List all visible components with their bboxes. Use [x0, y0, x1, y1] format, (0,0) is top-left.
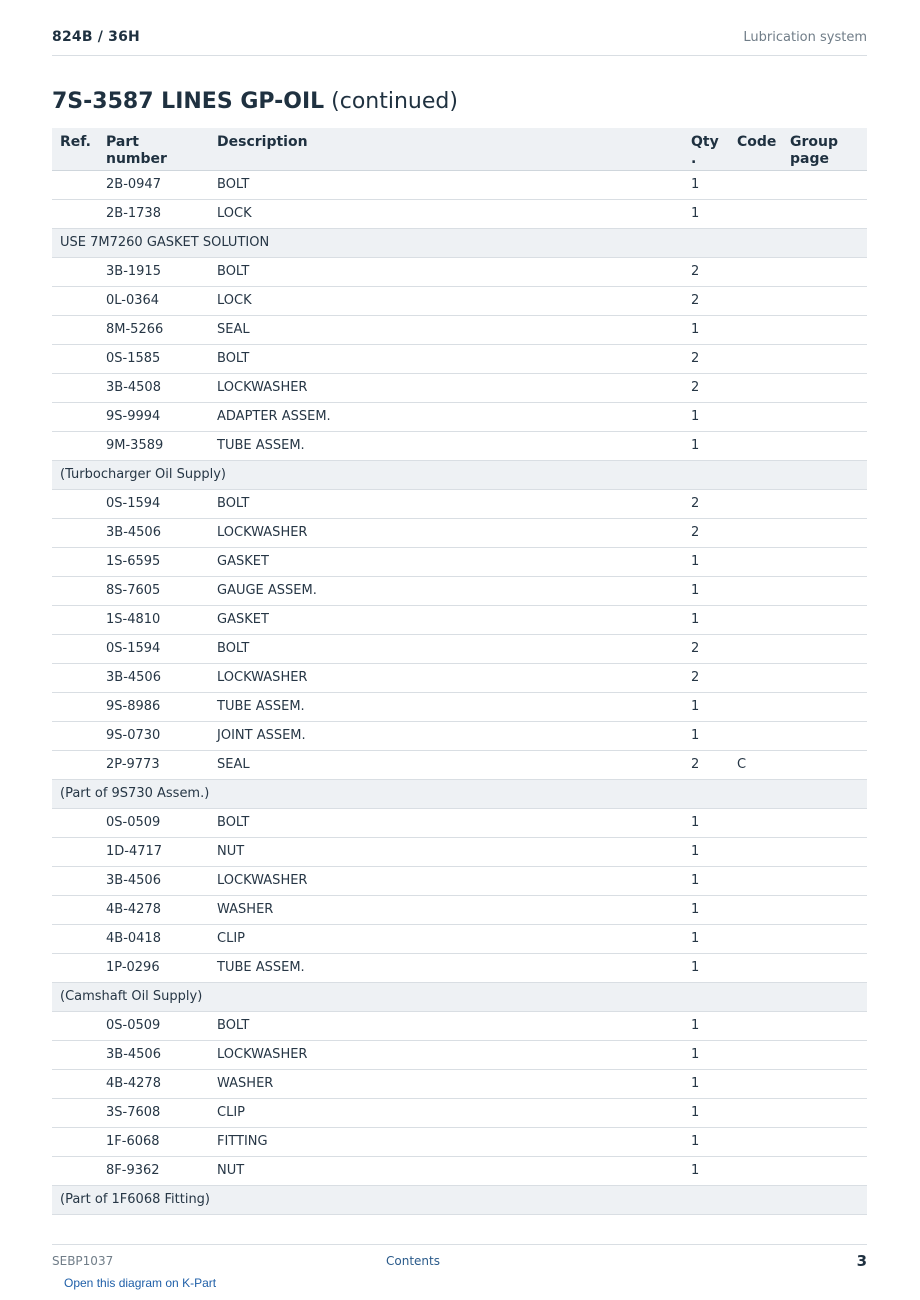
- page-title: [52, 89, 458, 114]
- group-page-cell: [782, 170, 867, 199]
- code-cell: [729, 953, 782, 982]
- part-row: [52, 547, 867, 576]
- part-row: [52, 750, 867, 779]
- ref-cell: [52, 576, 98, 605]
- group-page-cell: [782, 895, 867, 924]
- part-row: [52, 953, 867, 982]
- part-number-cell: 3B-4506: [98, 866, 209, 895]
- col-header-group-page: Group page: [782, 128, 867, 170]
- description-cell: BOLT: [209, 344, 683, 373]
- parts-table: [52, 128, 867, 1215]
- code-cell: [729, 489, 782, 518]
- part-number-cell: 9S-8986: [98, 692, 209, 721]
- part-number-cell: 0S-0509: [98, 808, 209, 837]
- ref-cell: [52, 402, 98, 431]
- part-number-cell: 1D-4717: [98, 837, 209, 866]
- part-number-cell: 4B-0418: [98, 924, 209, 953]
- part-row: [52, 489, 867, 518]
- code-cell: [729, 1040, 782, 1069]
- qty-cell: 1: [683, 953, 729, 982]
- part-row: [52, 721, 867, 750]
- group-page-cell: [782, 1069, 867, 1098]
- ref-cell: [52, 837, 98, 866]
- ref-cell: [52, 692, 98, 721]
- part-number-cell: 4B-4278: [98, 895, 209, 924]
- part-number-cell: 3B-1915: [98, 257, 209, 286]
- group-page-cell: [782, 1011, 867, 1040]
- group-page-cell: [782, 924, 867, 953]
- code-cell: [729, 808, 782, 837]
- col-header-qty: Qty .: [683, 128, 729, 170]
- group-page-cell: [782, 1098, 867, 1127]
- document-id: SEBP1037: [52, 1254, 114, 1268]
- part-row: [52, 576, 867, 605]
- group-title: 7S-3587 LINES GP-OIL: [52, 89, 325, 114]
- note-text: (Turbocharger Oil Supply): [52, 460, 867, 489]
- code-cell: [729, 924, 782, 953]
- qty-cell: 1: [683, 431, 729, 460]
- description-cell: GASKET: [209, 605, 683, 634]
- part-number-cell: 3B-4508: [98, 373, 209, 402]
- group-page-cell: [782, 315, 867, 344]
- qty-cell: 1: [683, 1098, 729, 1127]
- code-cell: [729, 286, 782, 315]
- group-page-cell: [782, 837, 867, 866]
- part-number-cell: 2B-1738: [98, 199, 209, 228]
- code-cell: [729, 1069, 782, 1098]
- code-cell: [729, 344, 782, 373]
- code-cell: [729, 837, 782, 866]
- description-cell: ADAPTER ASSEM.: [209, 402, 683, 431]
- ref-cell: [52, 1127, 98, 1156]
- part-row: [52, 518, 867, 547]
- ref-cell: [52, 547, 98, 576]
- part-number-cell: 9M-3589: [98, 431, 209, 460]
- part-number-cell: 9S-0730: [98, 721, 209, 750]
- part-row: [52, 1098, 867, 1127]
- machine-model: 824B / 36H: [52, 29, 140, 45]
- qty-cell: 1: [683, 1011, 729, 1040]
- code-cell: [729, 634, 782, 663]
- ref-cell: [52, 721, 98, 750]
- group-page-cell: [782, 373, 867, 402]
- description-cell: BOLT: [209, 634, 683, 663]
- part-row: [52, 837, 867, 866]
- title-suffix: (continued): [331, 89, 458, 114]
- part-row: [52, 286, 867, 315]
- part-number-cell: 8F-9362: [98, 1156, 209, 1185]
- qty-cell: 1: [683, 866, 729, 895]
- code-cell: [729, 518, 782, 547]
- group-page-cell: [782, 286, 867, 315]
- description-cell: CLIP: [209, 1098, 683, 1127]
- note-row: [52, 1185, 867, 1214]
- open-kpart-link[interactable]: Open this diagram on K-Part: [64, 1276, 217, 1290]
- qty-cell: 1: [683, 170, 729, 199]
- code-cell: [729, 692, 782, 721]
- note-text: (Part of 9S730 Assem.): [52, 779, 867, 808]
- ref-cell: [52, 286, 98, 315]
- ref-cell: [52, 808, 98, 837]
- part-number-cell: 2B-0947: [98, 170, 209, 199]
- ref-cell: [52, 605, 98, 634]
- part-number-cell: 0S-1585: [98, 344, 209, 373]
- contents-link[interactable]: Contents: [386, 1254, 440, 1268]
- part-row: [52, 634, 867, 663]
- ref-cell: [52, 1011, 98, 1040]
- ref-cell: [52, 895, 98, 924]
- part-row: [52, 1069, 867, 1098]
- description-cell: LOCKWASHER: [209, 518, 683, 547]
- group-page-cell: [782, 953, 867, 982]
- description-cell: BOLT: [209, 170, 683, 199]
- qty-cell: 1: [683, 692, 729, 721]
- group-page-cell: [782, 547, 867, 576]
- part-number-cell: 0L-0364: [98, 286, 209, 315]
- group-page-cell: [782, 634, 867, 663]
- ref-cell: [52, 750, 98, 779]
- page-header: [52, 28, 867, 56]
- note-row: [52, 228, 867, 257]
- description-cell: LOCK: [209, 286, 683, 315]
- code-cell: [729, 373, 782, 402]
- qty-cell: 2: [683, 257, 729, 286]
- qty-cell: 1: [683, 808, 729, 837]
- description-cell: BOLT: [209, 1011, 683, 1040]
- description-cell: TUBE ASSEM.: [209, 431, 683, 460]
- part-number-cell: 1S-4810: [98, 605, 209, 634]
- group-page-cell: [782, 750, 867, 779]
- qty-cell: 1: [683, 605, 729, 634]
- part-row: [52, 1040, 867, 1069]
- part-row: [52, 199, 867, 228]
- ref-cell: [52, 634, 98, 663]
- description-cell: SEAL: [209, 750, 683, 779]
- ref-cell: [52, 1156, 98, 1185]
- note-text: (Camshaft Oil Supply): [52, 982, 867, 1011]
- part-row: [52, 257, 867, 286]
- code-cell: [729, 315, 782, 344]
- col-header-part-number: Part number: [98, 128, 209, 170]
- group-page-cell: [782, 1156, 867, 1185]
- col-header-description: Description: [209, 128, 683, 170]
- part-number-cell: 0S-1594: [98, 634, 209, 663]
- description-cell: LOCKWASHER: [209, 663, 683, 692]
- description-cell: FITTING: [209, 1127, 683, 1156]
- ref-cell: [52, 373, 98, 402]
- part-row: [52, 663, 867, 692]
- ref-cell: [52, 170, 98, 199]
- group-page-cell: [782, 518, 867, 547]
- qty-cell: 2: [683, 663, 729, 692]
- qty-cell: 2: [683, 518, 729, 547]
- group-page-cell: [782, 1040, 867, 1069]
- part-number-cell: 3B-4506: [98, 663, 209, 692]
- ref-cell: [52, 344, 98, 373]
- table-header-row: [52, 128, 867, 170]
- part-number-cell: 1S-6595: [98, 547, 209, 576]
- ref-cell: [52, 257, 98, 286]
- description-cell: BOLT: [209, 808, 683, 837]
- group-page-cell: [782, 402, 867, 431]
- part-number-cell: 9S-9994: [98, 402, 209, 431]
- description-cell: GASKET: [209, 547, 683, 576]
- part-row: [52, 895, 867, 924]
- code-cell: [729, 866, 782, 895]
- code-cell: [729, 547, 782, 576]
- ref-cell: [52, 866, 98, 895]
- qty-cell: 1: [683, 895, 729, 924]
- qty-cell: 1: [683, 1040, 729, 1069]
- part-row: [52, 1156, 867, 1185]
- description-cell: BOLT: [209, 257, 683, 286]
- part-row: [52, 170, 867, 199]
- qty-cell: 2: [683, 373, 729, 402]
- description-cell: LOCKWASHER: [209, 1040, 683, 1069]
- code-cell: [729, 1156, 782, 1185]
- code-cell: [729, 721, 782, 750]
- code-cell: [729, 431, 782, 460]
- code-cell: C: [729, 750, 782, 779]
- description-cell: LOCK: [209, 199, 683, 228]
- part-row: [52, 1127, 867, 1156]
- part-number-cell: 0S-1594: [98, 489, 209, 518]
- part-number-cell: 3B-4506: [98, 518, 209, 547]
- qty-cell: 2: [683, 489, 729, 518]
- ref-cell: [52, 431, 98, 460]
- part-number-cell: 2P-9773: [98, 750, 209, 779]
- qty-cell: 2: [683, 634, 729, 663]
- code-cell: [729, 402, 782, 431]
- ref-cell: [52, 518, 98, 547]
- ref-cell: [52, 924, 98, 953]
- description-cell: SEAL: [209, 315, 683, 344]
- ref-cell: [52, 1069, 98, 1098]
- part-row: [52, 373, 867, 402]
- qty-cell: 1: [683, 1127, 729, 1156]
- col-header-ref: Ref.: [52, 128, 98, 170]
- description-cell: NUT: [209, 837, 683, 866]
- description-cell: TUBE ASSEM.: [209, 692, 683, 721]
- group-page-cell: [782, 199, 867, 228]
- part-row: [52, 605, 867, 634]
- code-cell: [729, 895, 782, 924]
- note-row: [52, 460, 867, 489]
- ref-cell: [52, 1098, 98, 1127]
- note-text: USE 7M7260 GASKET SOLUTION: [52, 228, 867, 257]
- group-page-cell: [782, 431, 867, 460]
- description-cell: NUT: [209, 1156, 683, 1185]
- code-cell: [729, 170, 782, 199]
- description-cell: WASHER: [209, 895, 683, 924]
- part-number-cell: 4B-4278: [98, 1069, 209, 1098]
- part-row: [52, 1011, 867, 1040]
- code-cell: [729, 605, 782, 634]
- group-page-cell: [782, 576, 867, 605]
- qty-cell: 1: [683, 1156, 729, 1185]
- part-row: [52, 344, 867, 373]
- group-page-cell: [782, 344, 867, 373]
- ref-cell: [52, 1040, 98, 1069]
- group-page-cell: [782, 605, 867, 634]
- ref-cell: [52, 663, 98, 692]
- part-row: [52, 866, 867, 895]
- part-row: [52, 402, 867, 431]
- group-page-cell: [782, 257, 867, 286]
- page-footer: [52, 1244, 867, 1275]
- code-cell: [729, 576, 782, 605]
- description-cell: TUBE ASSEM.: [209, 953, 683, 982]
- group-page-cell: [782, 808, 867, 837]
- description-cell: JOINT ASSEM.: [209, 721, 683, 750]
- description-cell: GAUGE ASSEM.: [209, 576, 683, 605]
- code-cell: [729, 1011, 782, 1040]
- qty-cell: 1: [683, 315, 729, 344]
- note-row: [52, 982, 867, 1011]
- qty-cell: 1: [683, 721, 729, 750]
- group-page-cell: [782, 663, 867, 692]
- qty-cell: 1: [683, 1069, 729, 1098]
- group-page-cell: [782, 1127, 867, 1156]
- part-row: [52, 315, 867, 344]
- ref-cell: [52, 199, 98, 228]
- part-number-cell: 1P-0296: [98, 953, 209, 982]
- part-number-cell: 0S-0509: [98, 1011, 209, 1040]
- code-cell: [729, 663, 782, 692]
- description-cell: WASHER: [209, 1069, 683, 1098]
- qty-cell: 1: [683, 576, 729, 605]
- group-page-cell: [782, 866, 867, 895]
- part-number-cell: 8S-7605: [98, 576, 209, 605]
- group-page-cell: [782, 489, 867, 518]
- code-cell: [729, 257, 782, 286]
- qty-cell: 1: [683, 837, 729, 866]
- group-page-cell: [782, 721, 867, 750]
- description-cell: CLIP: [209, 924, 683, 953]
- description-cell: LOCKWASHER: [209, 866, 683, 895]
- qty-cell: 1: [683, 924, 729, 953]
- part-number-cell: 3S-7608: [98, 1098, 209, 1127]
- page-number: 3: [856, 1252, 867, 1270]
- code-cell: [729, 1098, 782, 1127]
- code-cell: [729, 1127, 782, 1156]
- part-row: [52, 431, 867, 460]
- description-cell: LOCKWASHER: [209, 373, 683, 402]
- note-text: (Part of 1F6068 Fitting): [52, 1185, 867, 1214]
- part-row: [52, 808, 867, 837]
- qty-cell: 2: [683, 344, 729, 373]
- part-row: [52, 692, 867, 721]
- part-row: [52, 924, 867, 953]
- part-number-cell: 3B-4506: [98, 1040, 209, 1069]
- part-number-cell: 8M-5266: [98, 315, 209, 344]
- group-page-cell: [782, 692, 867, 721]
- code-cell: [729, 199, 782, 228]
- qty-cell: 1: [683, 547, 729, 576]
- parts-table-body: [52, 170, 867, 1214]
- section-name: Lubrication system: [743, 30, 867, 45]
- ref-cell: [52, 315, 98, 344]
- description-cell: BOLT: [209, 489, 683, 518]
- ref-cell: [52, 489, 98, 518]
- qty-cell: 1: [683, 402, 729, 431]
- qty-cell: 2: [683, 286, 729, 315]
- note-row: [52, 779, 867, 808]
- qty-cell: 2: [683, 750, 729, 779]
- qty-cell: 1: [683, 199, 729, 228]
- part-number-cell: 1F-6068: [98, 1127, 209, 1156]
- ref-cell: [52, 953, 98, 982]
- col-header-code: Code: [729, 128, 782, 170]
